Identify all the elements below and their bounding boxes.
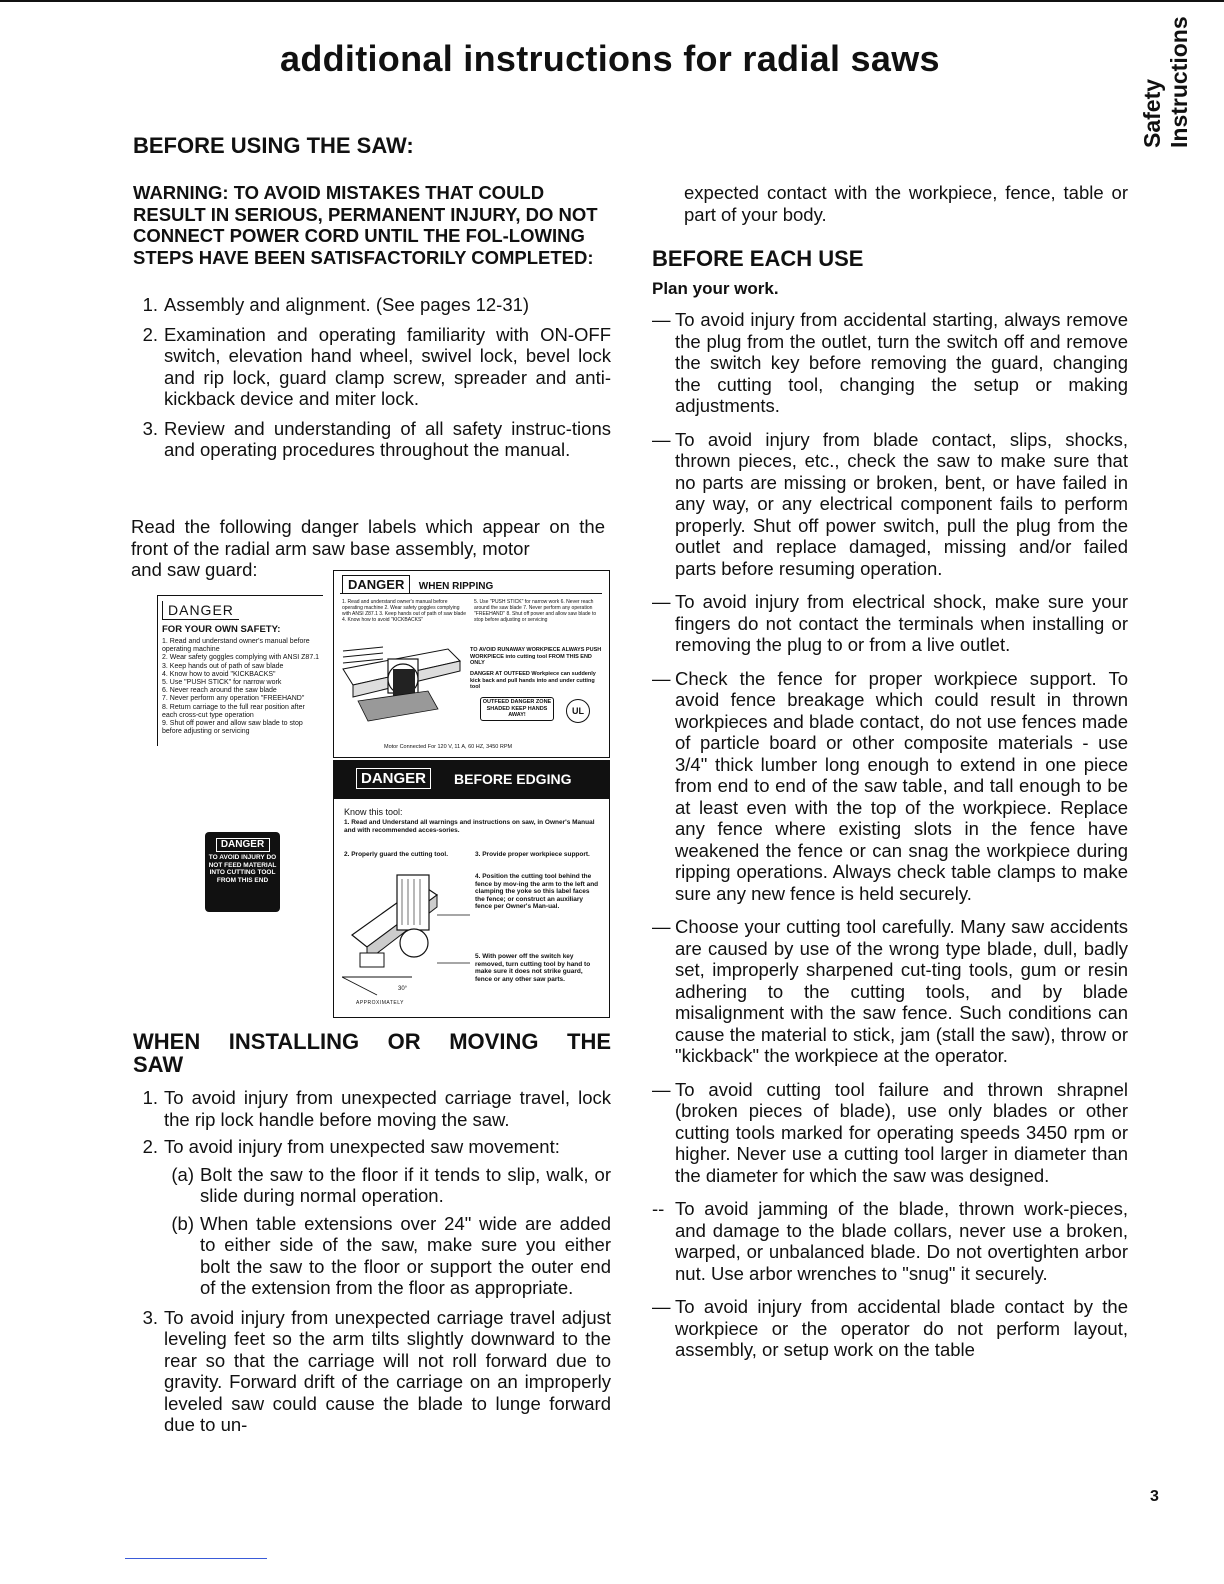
list-item: 3. To avoid injury from unexpected carriage travel adjust leveling feet so the arm tilts slightly downward to the rear so that the carriage will not roll forward due to gravity. Forward drift of the carriage on an improperly leveled saw could cause the blade to lunge forward due to un- (142, 1306, 611, 1435)
list-item: 1. Assembly and alignment. (See pages 12-31) (142, 294, 530, 315)
before-using-steps (133, 294, 611, 461)
safety-danger-label (157, 595, 323, 746)
ul-logo-icon: UL (566, 699, 590, 723)
list-item: 2. To avoid injury from unexpected saw movement: (142, 1136, 560, 1157)
before-using-heading: BEFORE USING THE SAW: (133, 133, 414, 158)
ripping-label-title: DANGER (342, 575, 410, 594)
ripping-rules-left: 1. Read and understand owner's manual before operating machine 2. Wear safety goggles complying with ANSI Z87.1 3. Keep hands out of path of saw blade 4. Know how to avoid "KICKBACKS" (342, 599, 466, 623)
section-tab-line2: Instructions (1166, 16, 1192, 148)
list-item: (b) When table extensions over 24" wide are added to either side of the saw, make sure you either bolt the saw to the floor or support the outer end of the extension from the floor as appropriate. (171, 1212, 611, 1298)
edging-rule-5: 5. With power off the switch key removed, turn cutting tool by hand to make sure it does not strike guard, fence or any other saw parts. (475, 953, 591, 983)
ripping-label-sub: WHEN RIPPING (418, 581, 494, 592)
ripping-zone-box: OUTFEED DANGER ZONE SHADED KEEP HANDS AWAY! (480, 697, 554, 721)
edging-label-title: DANGER (356, 768, 431, 789)
page-number: 3 (1150, 1488, 1159, 1505)
edging-approx: APPROXIMATELY (356, 1000, 404, 1006)
edging-label-sub: BEFORE EDGING (454, 771, 572, 787)
ripping-rules-right: 5. Use "PUSH STICK" for narrow work 6. Never reach around the saw blade 7. Never perform any operation "FREEHAND" 8. Shut off power and allow saw blade to stop before adjusting or servicing (474, 599, 597, 623)
edging-danger-label (333, 760, 610, 1018)
edging-rule-3: 3. Provide proper workpiece support. (475, 851, 590, 858)
right-column (652, 182, 1128, 225)
list-item: — To avoid injury from accidental starting, always remove the plug from the outlet, turn the switch off and remove the switch key before removing the guard, changing the cutting tool, changing the setup or making adjustments. (652, 309, 1128, 416)
black-danger-label (205, 832, 280, 912)
plan-your-work-subheading: Plan your work. (652, 279, 779, 298)
installing-list (133, 1087, 611, 1436)
installing-heading-line1: WHEN INSTALLING OR MOVING THE (133, 1029, 611, 1054)
page-title: additional instructions for radial saws (280, 38, 940, 79)
before-each-use-list (652, 309, 1128, 1373)
list-item: — To avoid injury from electrical shock, make sure your fingers do not contact the terminals when installing or removing the plug to or from a live outlet. (652, 591, 1128, 655)
list-item: — Choose your cutting tool carefully. Many saw accidents are caused by use of the wrong type blade, dull, badly set, improperly sharpened cut-ting tools, gum or resin adhering to the cutting tools, and by blade misalignment with the saw fence. Such conditions can cause the material to stick, jam (stall the saw), throw or "kickback" the workpiece at the operator. (652, 916, 1128, 1066)
list-item: — To avoid injury from accidental blade contact by the workpiece or the operator do not perform layout, assembly, or setup work on the table (652, 1296, 1128, 1360)
black-label-title: DANGER (216, 838, 270, 852)
ripping-outfeed: DANGER AT OUTFEED Workpiece can suddenly kick back and pull hands into and under cutting tool (470, 671, 596, 690)
top-rule (0, 0, 1224, 2)
continued-text: expected contact with the workpiece, fence, table or part of your body. (684, 182, 1128, 225)
edging-rule-1: 1. Read and Understand all warnings and instructions on saw, in Owner's Manual and with recommended acces-sories. (344, 819, 595, 834)
footer-rule (125, 1558, 267, 1559)
edging-rule-2: 2. Properly guard the cutting tool. (344, 851, 449, 858)
list-item: -- To avoid jamming of the blade, thrown work-pieces, and damage to the blade collars, never use a broken, warped, or unbalanced blade. Do not overtighten arbor nut. Use arbor wrenches to "snug" it securely. (652, 1198, 1128, 1284)
list-item: 1. To avoid injury from unexpected carriage travel, lock the rip lock handle before moving the saw. (142, 1087, 611, 1130)
safety-label-title: DANGER (162, 601, 239, 620)
before-each-use-heading: BEFORE EACH USE (652, 246, 864, 271)
list-item: — To avoid cutting tool failure and thrown shrapnel (broken pieces of blade), use only blades or other cutting tools marked for operating speeds 3450 rpm or higher. Never use a cutting tool larger in diameter than the diameter for which the saw was designed. (652, 1078, 1128, 1186)
section-tab-line1: Safety (1139, 78, 1165, 148)
safety-label-sub: FOR YOUR OWN SAFETY: (162, 624, 281, 635)
ripping-saw-illustration (338, 639, 464, 731)
list-item: — Check the fence for proper workpiece support. To avoid fence breakage which could result in thrown workpieces and blade contact, do not use fences made of particle board or other composite materials - use 3/4" thick lumber long enough to extend in one piece from end to end of the saw table, and tall enough to be at least even with the top of the workpiece. Replace any fence where existing slots in the fence have weakened the fence or can snag the workpiece during ripping operations. Always check table clamps to make sure any new fence is held securely. (652, 667, 1128, 904)
edging-angle: 30° (398, 986, 408, 992)
list-item: 3. Review and understanding of all safety instruc-tions and operating procedures throughout the manual. (142, 417, 611, 460)
read-labels-paragraph-end: and saw guard: (131, 559, 258, 580)
read-labels-paragraph: Read the following danger labels which appear on the front of the radial arm saw base assembly, motor (131, 516, 605, 559)
warning-text: WARNING: TO AVOID MISTAKES THAT COULD RESULT IN SERIOUS, PERMANENT INJURY, DO NOT CONNECT POWER CORD UNTIL THE FOL-LOWING STEPS HAVE BEEN SATISFACTORILY COMPLETED: (133, 182, 598, 268)
list-item: — To avoid injury from blade contact, slips, shocks, thrown pieces, etc., check the saw to make sure that no parts are missing or broken, bent, or have failed in any way, or any electrical component fails to perform properly. Shut off power switch, pull the plug from the outlet and replace damaged, missing and/or failed parts before resuming operation. (652, 428, 1128, 579)
edging-saw-illustration (342, 865, 472, 997)
list-item: 2. Examination and operating familiarity with ON-OFF switch, elevation hand wheel, swivel lock, bevel lock and rip lock, guard clamp screw, spreader and anti-kickback device and miter lock. (142, 323, 611, 409)
ripping-danger-label (333, 570, 610, 758)
black-label-text: TO AVOID INJURY DO NOT FEED MATERIAL INTO CUTTING TOOL FROM THIS END (208, 854, 277, 884)
edging-rule-4: 4. Position the cutting tool behind the fence by mov-ing the arm to the left and clamping the yoke so this label faces the fence; or construct an auxiliary fence per Owner's Man-ual. (475, 873, 599, 910)
installing-heading (133, 1030, 611, 1076)
ripping-runaway: TO AVOID RUNAWAY WORKPIECE ALWAYS PUSH WORKPIECE into cutting tool FROM THIS END ONLY (470, 647, 602, 666)
edging-know: Know this tool: (344, 807, 403, 817)
section-tab (1135, 16, 1205, 150)
ripping-motor-info: Motor Connected For 120 V, 11 A, 60 HZ, 3450 RPM (384, 744, 513, 750)
list-item: (a) Bolt the saw to the floor if it tends to slip, walk, or slide during normal operation. (171, 1163, 611, 1206)
safety-label-lines: 1. Read and understand owner's manual before operating machine 2. Wear safety goggles complying with ANSI Z87.1 3. Keep hands out of path of saw blade 4. Know how to avoid "KICKBACKS" 5. Use "PUSH STICK" for narrow work 6. Never reach around the saw blade 7. Never perform any operation "FREEHAND" 8. Return carriage to the full rear position after each cross-cut type operation 9. Shut off power and allow saw blade to stop before adjusting or servicing (162, 638, 320, 736)
installing-heading-line2: SAW (133, 1052, 184, 1077)
